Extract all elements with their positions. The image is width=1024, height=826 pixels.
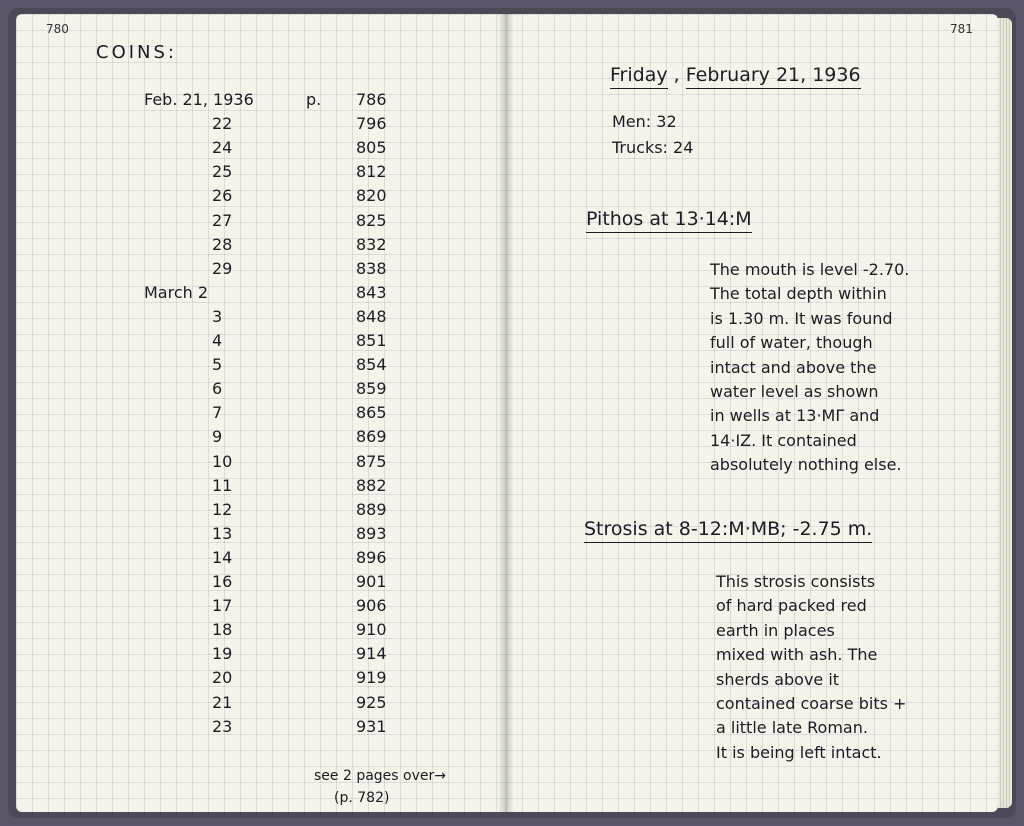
coin-entry	[16, 427, 506, 451]
right-page	[506, 14, 998, 812]
coin-entry-date: 23	[212, 716, 233, 736]
coin-entry-page: 786	[356, 90, 387, 109]
coin-entry-page: 896	[356, 547, 387, 567]
coin-entry-date: 26	[212, 186, 233, 206]
section-1-text: The mouth is level -2.70. The total depth within is 1.30 m. It was found full of water, though intact and above the water level as shown in wells at 13·MΓ and 14·ΙΖ. It contained absolutely nothing else.	[710, 260, 910, 475]
coin-entry	[16, 235, 506, 259]
coin-entry-date: 10	[212, 451, 233, 471]
coin-entry	[16, 524, 506, 548]
coin-entry-page: 882	[356, 475, 387, 495]
coin-entry-page: 851	[356, 331, 387, 350]
coin-entry-page: 889	[356, 499, 387, 519]
coin-entry-page: 931	[356, 716, 387, 736]
day-label: Friday	[610, 64, 668, 89]
coin-entry-page: 901	[356, 572, 387, 591]
coin-entry-date: 13	[212, 523, 233, 543]
coin-entry	[16, 162, 506, 186]
coin-entry	[16, 259, 506, 283]
coin-entry-date: 17	[212, 596, 233, 616]
coin-entry	[16, 307, 506, 331]
coin-entry-date: March 2	[144, 282, 209, 302]
coin-entry-date: 6	[212, 379, 223, 399]
coin-entry	[16, 114, 506, 138]
coin-entry-page: 848	[356, 306, 387, 326]
coin-entry-date: Feb. 21, 1936	[144, 90, 254, 109]
coin-entry	[16, 186, 506, 210]
right-page-number: 781	[950, 22, 973, 36]
coin-entry-page: 796	[356, 114, 387, 134]
coin-entry-date: 19	[212, 644, 233, 664]
coin-entry-page: 925	[356, 692, 387, 712]
coin-entry-page: 812	[356, 162, 387, 182]
entry-date-heading	[610, 64, 861, 86]
date-separator: ,	[673, 64, 680, 86]
coin-entry-page: 910	[356, 620, 387, 640]
coin-entry-date: 27	[212, 210, 233, 230]
coin-entry-page: 838	[356, 258, 387, 278]
men-count: Men: 32	[612, 112, 677, 131]
page-prefix: p.	[306, 90, 322, 109]
coin-entry	[16, 331, 506, 355]
coin-entry-date: 25	[212, 162, 233, 182]
notebook	[8, 8, 1016, 818]
coin-entry-date: 11	[212, 475, 233, 495]
coin-entry-date: 9	[212, 427, 223, 447]
coin-entry-date: 22	[212, 114, 233, 134]
coin-entry-date: 18	[212, 620, 233, 640]
coin-entry	[16, 596, 506, 620]
coin-entry-page: 919	[356, 668, 387, 688]
section-1-heading	[586, 208, 752, 230]
section-2-text: This strosis consists of hard packed red earth in places mixed with ash. The sherds above it contained coarse bits + a little late Roman. It is being left intact.	[716, 572, 907, 762]
coin-entry-date: 16	[212, 572, 233, 591]
coin-entry-date: 21	[212, 692, 233, 712]
footnote-line-1: see 2 pages over→	[314, 768, 446, 784]
left-page-number: 780	[46, 22, 69, 36]
coin-entry-page: 869	[356, 427, 387, 447]
coin-entry	[16, 620, 506, 644]
footnote-line-2: (p. 782)	[334, 790, 390, 806]
coin-entry-date: 4	[212, 331, 223, 350]
coin-entry-page: 825	[356, 210, 387, 230]
coin-entry-date: 28	[212, 234, 233, 254]
coin-entry-date: 7	[212, 403, 223, 423]
coin-entry	[16, 355, 506, 379]
section-1-heading-text: Pithos at 13·14:M	[586, 208, 752, 233]
coin-entry-date: 20	[212, 668, 233, 688]
section-2-heading	[584, 518, 872, 540]
coin-entry	[16, 476, 506, 500]
left-page	[16, 14, 506, 812]
coin-entry-page: 893	[356, 523, 387, 543]
coin-entry	[16, 693, 506, 717]
coin-entry-page: 805	[356, 138, 387, 158]
coin-entry	[16, 668, 506, 692]
coin-entry-page: 832	[356, 234, 387, 254]
coin-entry-page: 906	[356, 596, 387, 616]
coin-entry-page: 914	[356, 644, 387, 664]
coin-entry-page: 859	[356, 379, 387, 399]
coin-entry-page: 875	[356, 451, 387, 471]
trucks-count: Trucks: 24	[612, 138, 694, 157]
coin-entry-date: 12	[212, 499, 233, 519]
coin-entry-page: 820	[356, 186, 387, 206]
coin-entry	[16, 403, 506, 427]
page-edges	[998, 18, 1012, 808]
coin-entry	[16, 717, 506, 741]
coin-entry-page: 843	[356, 282, 387, 302]
coin-entry	[16, 500, 506, 524]
coin-entry-date: 29	[212, 258, 233, 278]
coin-entry	[16, 644, 506, 668]
coin-entry	[16, 138, 506, 162]
coin-entry-date: 3	[212, 306, 223, 326]
coin-entry	[16, 211, 506, 235]
coin-entry-date: 5	[212, 355, 223, 375]
coin-entry	[16, 548, 506, 572]
date-label: February 21, 1936	[686, 64, 861, 89]
coin-entry-date: 14	[212, 547, 233, 567]
coin-entry	[16, 283, 506, 307]
coin-entry	[16, 572, 506, 596]
coins-title: COINS:	[96, 42, 177, 63]
coin-entry-date: 24	[212, 138, 233, 158]
coin-entry-page: 854	[356, 355, 387, 375]
coin-entry	[16, 452, 506, 476]
coin-entry	[16, 90, 506, 114]
coin-entry-page: 865	[356, 403, 387, 423]
coin-entry	[16, 379, 506, 403]
section-2-heading-text: Strosis at 8-12:M·MB; -2.75 m.	[584, 518, 872, 543]
